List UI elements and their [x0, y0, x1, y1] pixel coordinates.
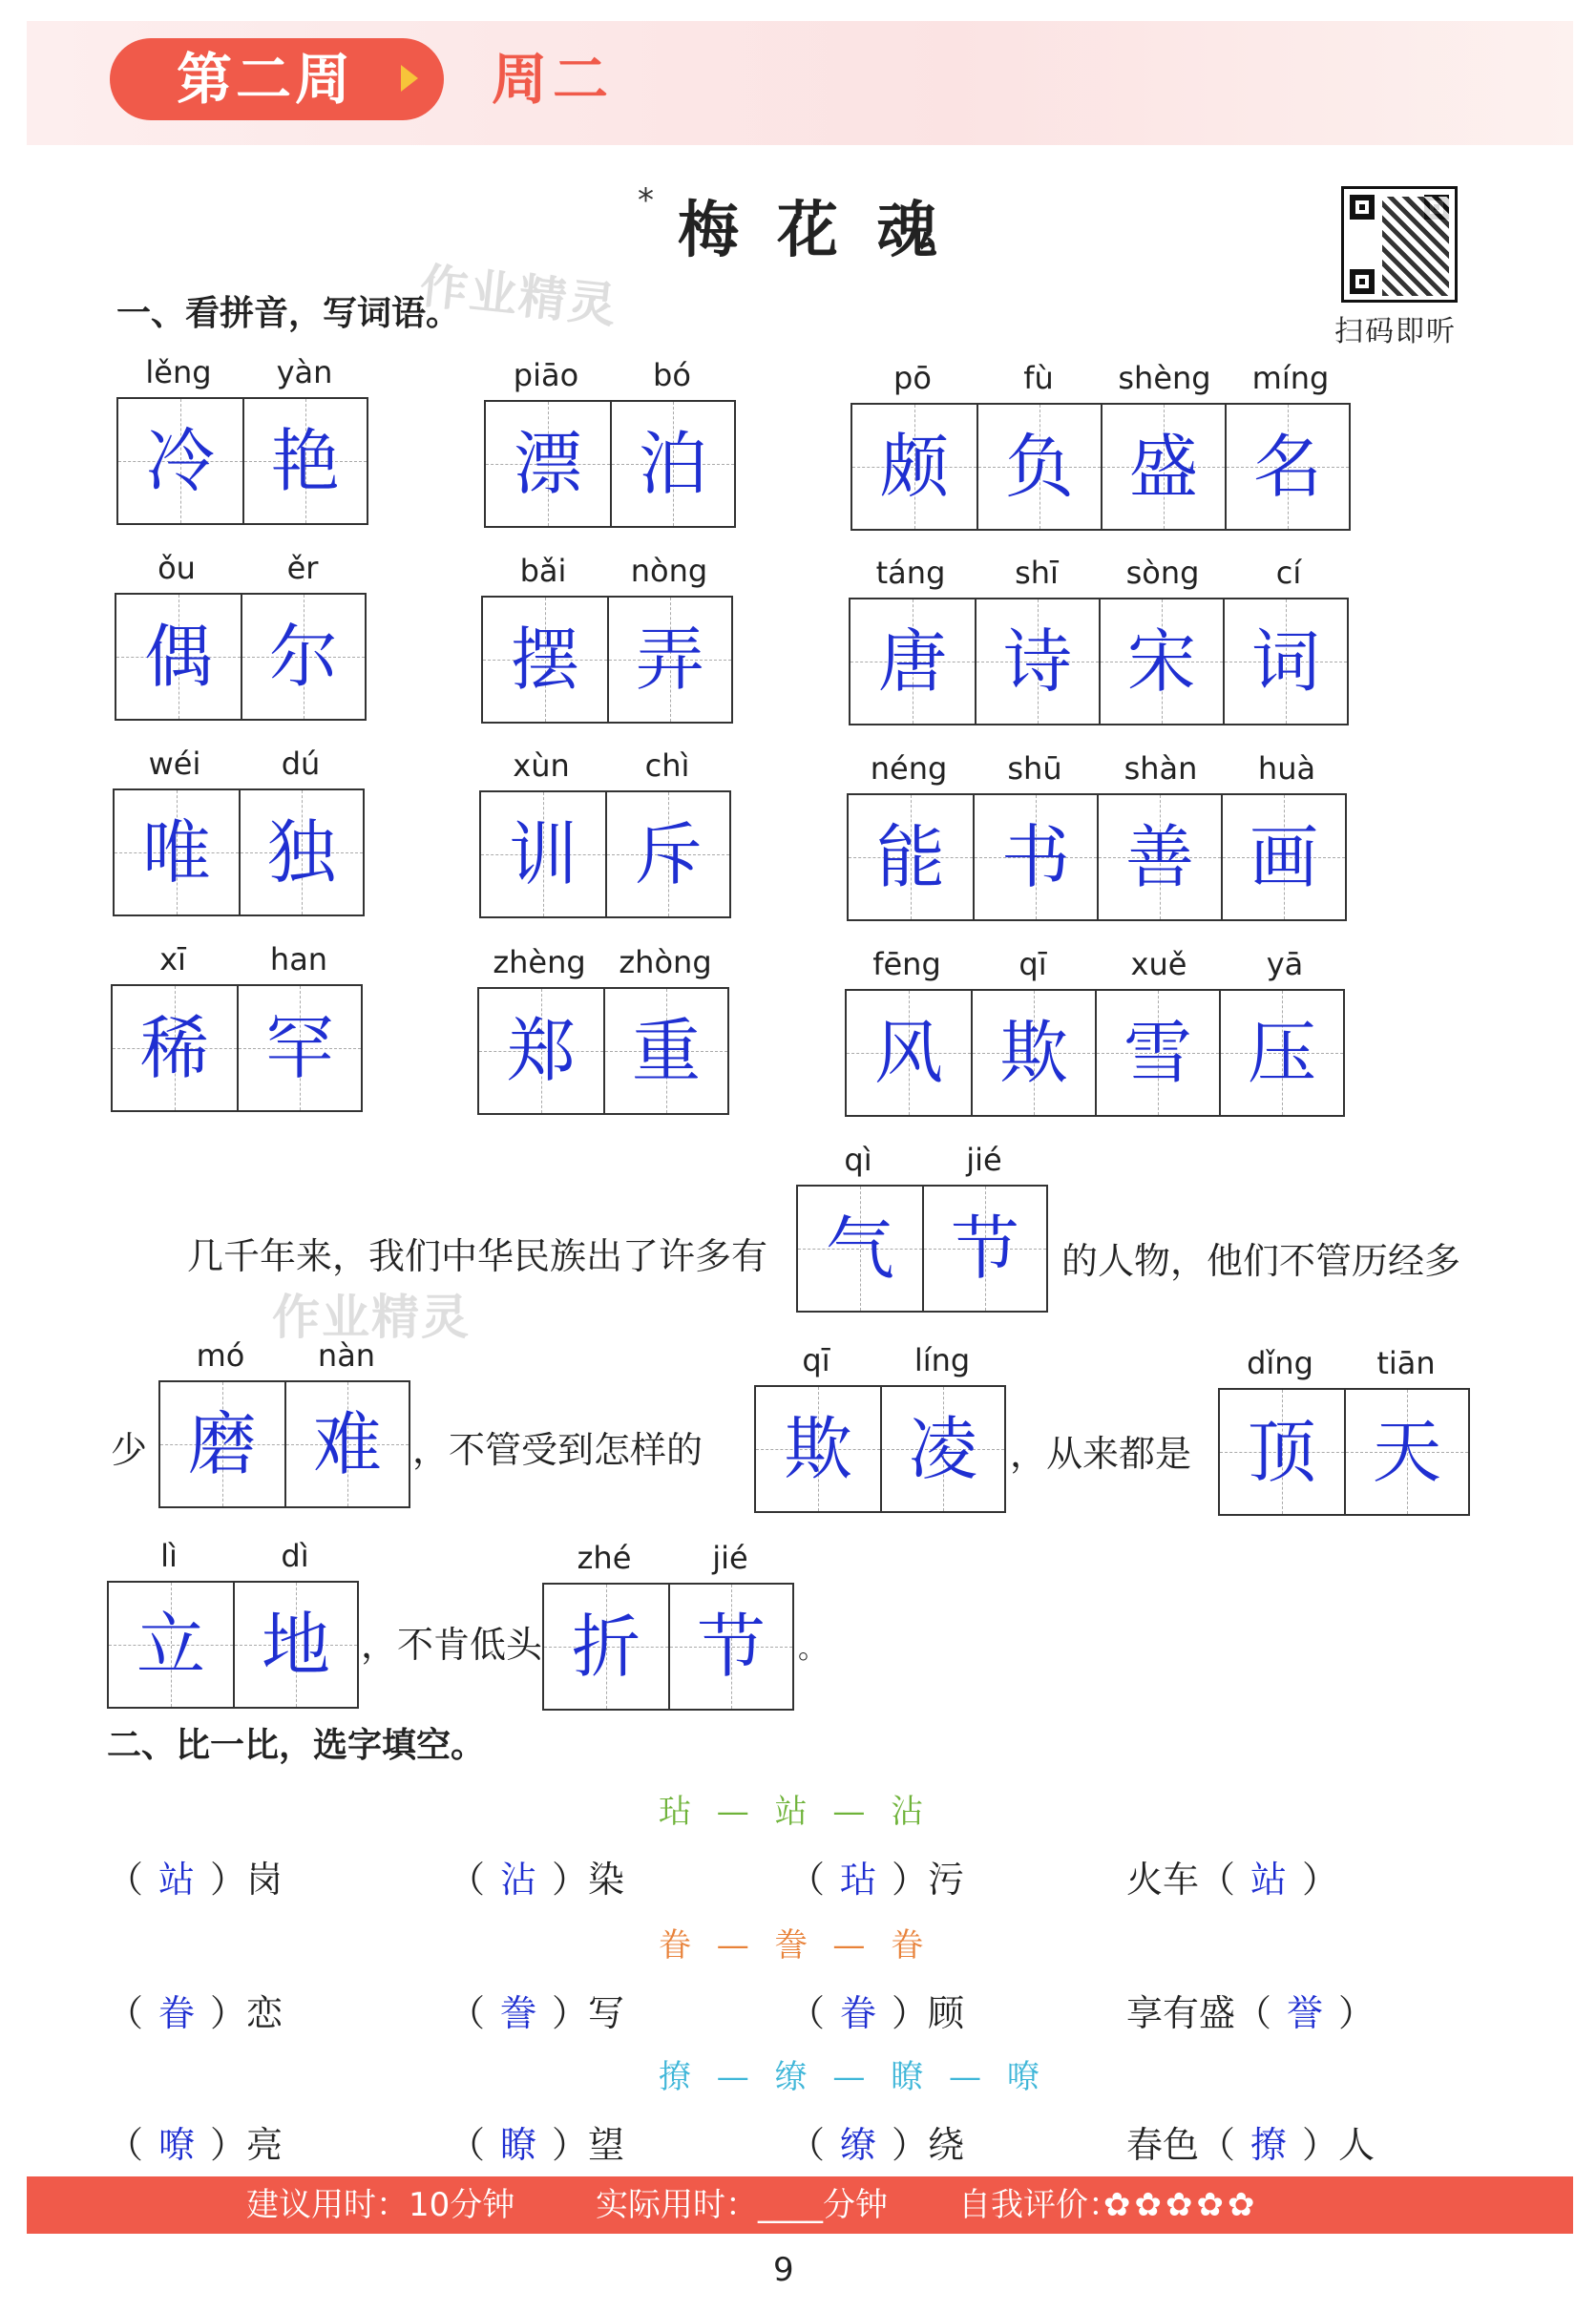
answer-cell[interactable] [607, 598, 731, 722]
tianzige-grid [113, 788, 365, 916]
answer-blank[interactable]: 沾 [500, 1859, 537, 1901]
answer-cell[interactable] [603, 989, 727, 1113]
pinyin-label: xuě [1130, 946, 1187, 982]
answer-char: 欺 [783, 1409, 852, 1489]
prefix-text: 火车（ [1126, 1859, 1236, 1901]
pinyin-label: yā [1266, 946, 1304, 982]
pinyin-label: cí [1275, 555, 1302, 591]
tianzige-grid [1218, 1388, 1470, 1516]
prefix-text: 春色（ [1126, 2124, 1236, 2166]
pinyin-label: shī [1015, 555, 1059, 591]
answer-char: 盛 [1128, 427, 1198, 507]
answer-blank[interactable]: 缭 [840, 2124, 877, 2166]
answer-cell[interactable] [1223, 599, 1347, 724]
pinyin-label: míng [1251, 360, 1330, 396]
fill-blank-item [449, 1850, 624, 1902]
answer-cell[interactable] [241, 595, 365, 719]
pinyin-label: chì [644, 747, 690, 784]
pinyin-label: shèng [1118, 360, 1211, 396]
answer-blank[interactable]: 撩 [1250, 2124, 1288, 2166]
tianzige-grid [107, 1581, 359, 1709]
rating-stars-icon[interactable]: ✿✿✿✿✿ [1103, 2186, 1259, 2224]
prefix-text: （ [788, 2124, 826, 2166]
pinyin-label: dǐng [1247, 1345, 1313, 1381]
answer-cell[interactable] [922, 1187, 1046, 1311]
play-arrow-icon [401, 65, 418, 92]
answer-cell[interactable] [233, 1583, 357, 1707]
answer-cell[interactable] [610, 402, 734, 526]
tianzige-grid [115, 593, 367, 721]
answer-char: 画 [1249, 817, 1318, 897]
qr-label: 扫码即听 [1334, 315, 1457, 348]
tianzige-grid [796, 1185, 1048, 1313]
answer-cell[interactable] [116, 595, 241, 719]
answer-char: 冷 [145, 421, 215, 501]
suffix-text: ）写 [552, 1992, 625, 2034]
page-number: 9 [773, 2251, 794, 2289]
pinyin-label: han [269, 941, 328, 977]
prefix-text: （ [107, 1992, 144, 2034]
answer-char: 风 [873, 1013, 943, 1093]
answer-char: 独 [266, 812, 336, 893]
answer-char: 磨 [187, 1404, 257, 1484]
pinyin-label: tiān [1376, 1345, 1436, 1381]
fill-blank-item [449, 2115, 624, 2168]
pinyin-label: zhé [577, 1540, 632, 1576]
answer-cell[interactable] [118, 399, 242, 523]
self-eval-label: 自我评价： [958, 2186, 1121, 2224]
passage-text: 少 [111, 1429, 148, 1471]
answer-cell[interactable] [975, 599, 1099, 724]
pinyin-label: fù [1023, 360, 1054, 396]
answer-cell[interactable] [284, 1382, 409, 1506]
answer-char: 节 [950, 1209, 1019, 1289]
tianzige-grid [111, 984, 363, 1112]
pinyin-label: fēng [872, 946, 941, 982]
tianzige-grid [479, 790, 731, 918]
pinyin-label: sòng [1125, 555, 1200, 591]
answer-blank[interactable]: 眷 [158, 1992, 196, 2034]
pinyin-label: dú [281, 746, 321, 782]
fill-blank-item [1126, 1984, 1375, 2036]
pinyin-label: bǎi [519, 553, 567, 589]
answer-char: 稀 [139, 1008, 209, 1088]
answer-cell[interactable] [880, 1387, 1004, 1511]
answer-char: 弄 [635, 620, 704, 700]
answer-cell[interactable] [1344, 1390, 1468, 1514]
pinyin-label: wéi [148, 746, 201, 782]
tianzige-grid [542, 1583, 794, 1711]
pinyin-label: bó [653, 357, 691, 393]
answer-blank[interactable]: 誊 [500, 1992, 537, 2034]
answer-cell[interactable] [1225, 405, 1349, 529]
pinyin-label: qī [1018, 946, 1047, 982]
prefix-text: 享有盛（ [1126, 1992, 1272, 2034]
fill-blank-item [107, 2115, 283, 2168]
pinyin-label: táng [875, 555, 946, 591]
answer-cell[interactable] [798, 1187, 922, 1311]
passage-text: ，从来都是 [1010, 1433, 1192, 1475]
answer-char: 善 [1124, 817, 1194, 897]
suffix-text: ）亮 [210, 2124, 284, 2166]
suffix-text: ）望 [552, 2124, 625, 2166]
pinyin-label: nòng [630, 553, 708, 589]
pinyin-label: jié [712, 1540, 748, 1576]
answer-char: 词 [1250, 621, 1320, 702]
tianzige-grid [754, 1385, 1006, 1513]
suffix-text: ）恋 [210, 1992, 284, 2034]
answer-blank[interactable]: 嘹 [158, 2124, 196, 2166]
answer-cell[interactable] [973, 795, 1097, 919]
section1-heading: 一、看拼音，写词语。 [116, 294, 461, 333]
answer-char: 尔 [268, 617, 338, 697]
tianzige-grid [845, 989, 1345, 1117]
fill-blank-item [449, 1984, 624, 2036]
answer-char: 宋 [1126, 621, 1196, 702]
pinyin-label: qì [844, 1142, 872, 1178]
answer-char: 训 [508, 814, 578, 894]
suggested-time: 建议用时：10分钟 [246, 2186, 515, 2224]
answer-cell[interactable] [544, 1585, 668, 1709]
answer-cell[interactable] [115, 790, 239, 914]
pinyin-label: ǒu [158, 550, 196, 586]
tianzige-grid [158, 1380, 410, 1508]
answer-cell[interactable] [668, 1585, 792, 1709]
answer-char: 难 [312, 1404, 382, 1484]
optional-lesson-marker: * [638, 181, 654, 220]
answer-cell[interactable] [481, 792, 605, 916]
lesson-title: 梅花魂 [678, 195, 976, 266]
suffix-text: ）绕 [892, 2124, 965, 2166]
pinyin-label: jié [966, 1142, 1002, 1178]
pinyin-label: xī [159, 941, 186, 977]
footer-bar [27, 2176, 1573, 2234]
answer-blank[interactable]: 玷 [840, 1859, 877, 1901]
answer-char: 名 [1252, 427, 1322, 507]
fill-blank-item [788, 1850, 964, 1902]
passage-text: 几千年来，我们中华民族出了许多有 [187, 1235, 768, 1277]
answer-char: 郑 [506, 1011, 576, 1091]
answer-char: 能 [875, 817, 945, 897]
prefix-text: （ [788, 1992, 826, 2034]
answer-cell[interactable] [160, 1382, 284, 1506]
prefix-text: （ [107, 2124, 144, 2166]
actual-time: 实际用时：____分钟 [596, 2186, 888, 2224]
prefix-text: （ [449, 1992, 486, 2034]
answer-blank[interactable]: 誉 [1287, 1992, 1324, 2034]
suffix-text: ）岗 [210, 1859, 284, 1901]
answer-char: 凌 [908, 1409, 977, 1489]
suffix-text: ）人 [1302, 2124, 1376, 2166]
answer-cell[interactable] [242, 399, 367, 523]
answer-cell[interactable] [1220, 1390, 1344, 1514]
pinyin-label: lěng [145, 354, 212, 390]
answer-cell[interactable] [971, 991, 1095, 1115]
answer-char: 雪 [1123, 1013, 1192, 1093]
answer-char: 立 [136, 1605, 205, 1685]
answer-char: 压 [1247, 1013, 1316, 1093]
answer-char: 罕 [264, 1008, 334, 1088]
watermark: 作业精灵 [417, 258, 621, 334]
section2-heading: 二、比一比，选字填空。 [107, 1726, 486, 1765]
suffix-text: ） [1302, 1859, 1339, 1901]
answer-blank[interactable]: 瞭 [500, 2124, 537, 2166]
answer-char: 气 [825, 1209, 894, 1289]
qr-code-icon[interactable] [1341, 186, 1458, 303]
answer-char: 艳 [270, 421, 340, 501]
answer-char: 负 [1004, 427, 1074, 507]
pinyin-label: huà [1257, 750, 1316, 787]
pinyin-label: qī [802, 1342, 830, 1378]
pinyin-label: néng [870, 750, 948, 787]
answer-char: 斥 [633, 814, 703, 894]
pinyin-label: xùn [513, 747, 570, 784]
suffix-text: ）染 [552, 1859, 625, 1901]
answer-char: 节 [696, 1607, 766, 1687]
day-label: 周二 [492, 47, 615, 112]
fill-blank-item [788, 2115, 964, 2168]
pinyin-label: yàn [276, 354, 333, 390]
prefix-text: （ [449, 2124, 486, 2166]
answer-cell[interactable] [1219, 991, 1343, 1115]
answer-cell[interactable] [486, 402, 610, 526]
prefix-text: （ [788, 1859, 826, 1901]
answer-cell[interactable] [1095, 991, 1219, 1115]
pinyin-label: lì [160, 1538, 178, 1574]
answer-cell[interactable] [237, 986, 361, 1110]
passage-text: 的人物，他们不管历经多 [1061, 1240, 1461, 1282]
char-options: 撩 — 缭 — 瞭 — 嘹 [659, 2058, 1047, 2096]
pinyin-label: pō [893, 360, 932, 396]
answer-cell[interactable] [479, 989, 603, 1113]
answer-char: 天 [1372, 1412, 1441, 1492]
passage-text: 。 [798, 1632, 827, 1666]
answer-char: 颇 [879, 427, 949, 507]
prefix-text: （ [449, 1859, 486, 1901]
answer-char: 重 [631, 1011, 701, 1091]
pinyin-label: shū [1007, 750, 1062, 787]
answer-char: 唐 [877, 621, 947, 702]
answer-cell[interactable] [483, 598, 607, 722]
answer-cell[interactable] [605, 792, 729, 916]
pinyin-label: líng [914, 1342, 971, 1378]
answer-cell[interactable] [1101, 405, 1225, 529]
answer-char: 顶 [1247, 1412, 1316, 1492]
answer-cell[interactable] [852, 405, 976, 529]
pinyin-label: dì [281, 1538, 309, 1574]
fill-blank-item [788, 1984, 964, 2036]
tianzige-grid [850, 403, 1351, 531]
answer-cell[interactable] [849, 795, 973, 919]
pinyin-label: zhòng [619, 944, 712, 980]
suffix-text: ）污 [892, 1859, 965, 1901]
answer-cell[interactable] [850, 599, 975, 724]
pinyin-label: ěr [286, 550, 319, 586]
answer-blank[interactable]: 眷 [840, 1992, 877, 2034]
passage-text: ，不管受到怎样的 [412, 1429, 704, 1471]
answer-cell[interactable] [756, 1387, 880, 1511]
fill-blank-item [1126, 2115, 1375, 2168]
answer-cell[interactable] [847, 991, 971, 1115]
week-badge: 第二周 [110, 38, 444, 120]
answer-char: 唯 [141, 812, 211, 893]
answer-char: 泊 [638, 424, 707, 504]
prefix-text: （ [107, 1859, 144, 1901]
answer-char: 漂 [513, 424, 582, 504]
pinyin-label: shàn [1124, 750, 1198, 787]
answer-blank[interactable]: 站 [158, 1859, 196, 1901]
tianzige-grid [849, 598, 1349, 725]
answer-cell[interactable] [1097, 795, 1221, 919]
tianzige-grid [477, 987, 729, 1115]
tianzige-grid [484, 400, 736, 528]
passage-text: ，不肯低头 [361, 1624, 543, 1666]
fill-blank-item [107, 1850, 283, 1902]
answer-char: 欺 [998, 1013, 1068, 1093]
answer-char: 诗 [1002, 621, 1072, 702]
answer-char: 偶 [143, 617, 213, 697]
fill-blank-item [107, 1984, 283, 2036]
watermark: 作业精灵 [272, 1290, 471, 1345]
answer-cell[interactable] [976, 405, 1101, 529]
tianzige-grid [481, 596, 733, 724]
answer-cell[interactable] [239, 790, 363, 914]
answer-cell[interactable] [113, 986, 237, 1110]
pinyin-label: piāo [513, 357, 579, 393]
answer-char: 书 [1000, 817, 1070, 897]
tianzige-grid [847, 793, 1347, 921]
tianzige-grid [116, 397, 368, 525]
suffix-text: ） [1338, 1992, 1376, 2034]
fill-blank-item [1126, 1850, 1338, 1902]
answer-char: 地 [261, 1605, 330, 1685]
pinyin-label: zhèng [493, 944, 586, 980]
answer-cell[interactable] [1099, 599, 1223, 724]
suffix-text: ）顾 [892, 1992, 965, 2034]
char-options: 玷 — 站 — 沾 [659, 1793, 932, 1831]
char-options: 眷 — 誊 — 眷 [659, 1926, 932, 1965]
answer-char: 折 [571, 1607, 640, 1687]
pinyin-label: nàn [317, 1337, 376, 1374]
answer-blank[interactable]: 站 [1250, 1859, 1288, 1901]
answer-char: 摆 [510, 620, 579, 700]
answer-cell[interactable] [109, 1583, 233, 1707]
pinyin-label: mó [196, 1337, 245, 1374]
answer-cell[interactable] [1221, 795, 1345, 919]
